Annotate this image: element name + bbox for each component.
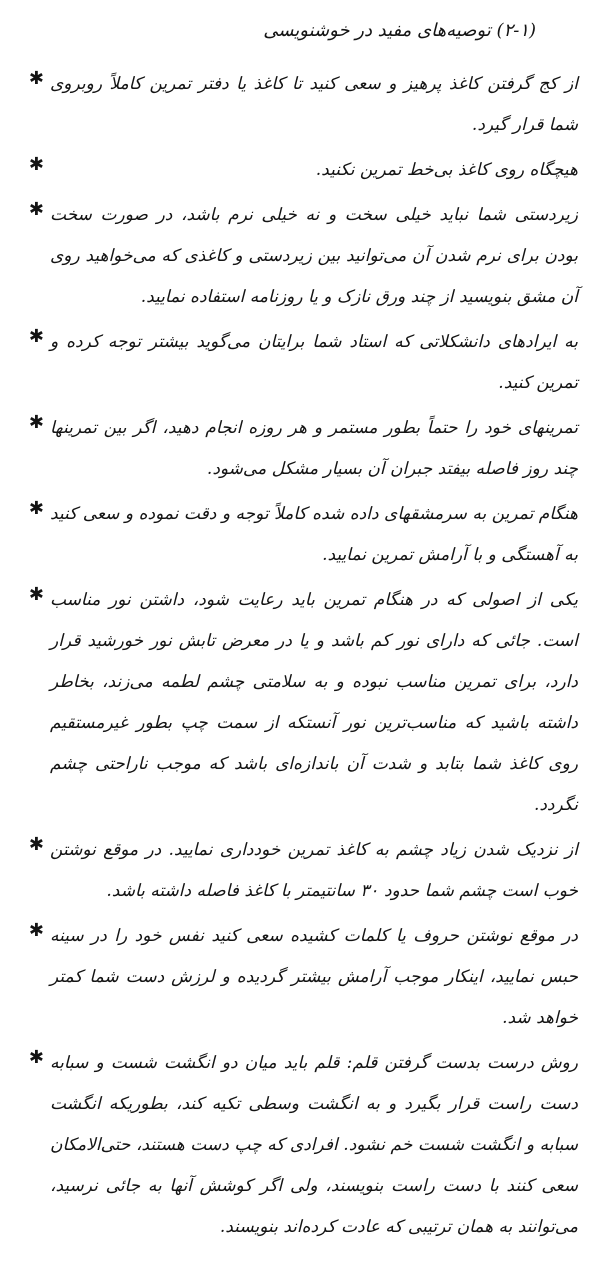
tip-item [12, 916, 584, 1039]
asterisk-bullet-icon: ✱ [28, 584, 44, 605]
tip-text: هیچگاه روی کاغذ بی‌خط تمرین نکنید. [315, 160, 578, 180]
tip-item [12, 195, 584, 318]
asterisk-bullet-icon: ✱ [28, 920, 44, 941]
section-heading [12, 16, 536, 46]
tip-item [12, 830, 584, 912]
tip-item [12, 322, 584, 404]
tip-item [12, 150, 584, 191]
tip-item [12, 64, 584, 146]
asterisk-bullet-icon: ✱ [28, 498, 44, 519]
asterisk-bullet-icon: ✱ [28, 68, 44, 89]
tip-text: در موقع نوشتن حروف یا کلمات کشیده سعی کنید نفس خود را در سینه حبس نمایید، اینکار موجب آرامش بیشتر گردیده و لرزش دست شما کمتر خواهد شد. [50, 926, 578, 1028]
tip-text: از نزدیک شدن زیاد چشم به کاغذ تمرین خودداری نمایید. در موقع نوشتن خوب است چشم شما حدود ۳۰ سانتیمتر با کاغذ فاصله داشته باشد. [50, 840, 578, 901]
tip-text: زیردستی شما نباید خیلی سخت و نه خیلی نرم باشد، در صورت سخت بودن برای نرم شدن آن می‌توانید بین زیردستی و کاغذی که می‌خواهید روی آن مشق بنویسید از چند ورق نازک و یا روزنامه استفاده نمایید. [50, 205, 578, 307]
tip-text: از کج گرفتن کاغذ پرهیز و سعی کنید تا کاغذ یا دفتر تمرین کاملاً روبروی شما قرار گیرد. [50, 74, 578, 135]
tip-text: یکی از اصولی که در هنگام تمرین باید رعایت شود، داشتن نور مناسب است. جائی که دارای نور کم باشد و یا در معرض تابش نور خورشید قرار دارد، برای تمرین مناسب نبوده و به سلامتی چشم لطمه می‌زند، بخاطر داشته باشید که مناسب‌ترین نور آنستکه از سمت چپ بطور غیرمستقیم روی کاغذ شما بتابد و شدت آن باندازه‌ای باشد که موجب ناراحتی چشم نگردد. [50, 590, 578, 815]
tip-text: هنگام تمرین به سرمشقهای داده شده کاملاً توجه و دقت نموده و سعی کنید به آهستگی و با آرامش تمرین نمایید. [50, 504, 578, 565]
tip-item [12, 494, 584, 576]
tip-text: به ایرادهای دانشکلاتی که استاد شما برایتان می‌گوید بیشتر توجه کرده و تمرین کنید. [50, 332, 578, 393]
asterisk-bullet-icon: ✱ [28, 834, 44, 855]
asterisk-bullet-icon: ✱ [28, 1047, 44, 1068]
tip-item [12, 408, 584, 490]
asterisk-bullet-icon: ✱ [28, 326, 44, 347]
asterisk-bullet-icon: ✱ [28, 412, 44, 433]
tip-item [12, 580, 584, 826]
section-title: توصیه‌های مفید در خوشنویسی [263, 20, 491, 41]
tip-text: تمرینهای خود را حتماً بطور مستمر و هر روزه انجام دهید، اگر بین تمرینها چند روز فاصله بیفتد جبران آن بسیار مشکل می‌شود. [50, 418, 579, 479]
tip-text: روش درست بدست گرفتن قلم: قلم باید میان دو انگشت شست و سبابه دست راست قرار بگیرد و به انگشت وسطی تکیه کند، بطوریکه انگشت سبابه و انگشت شست خم نشود. افرادی که چپ دست هستند، حتی‌الامکان سعی کنند با دست راست بنویسند، ولی اگر کوشش آنها به جائی نرسید، می‌توانند به همان ترتیبی که عادت کرده‌اند بنویسند. [50, 1053, 578, 1237]
asterisk-bullet-icon: ✱ [28, 154, 44, 175]
section-number: (۲-۱) [496, 20, 536, 41]
tips-list [12, 64, 584, 1248]
tip-item [12, 1043, 584, 1248]
asterisk-bullet-icon: ✱ [28, 199, 44, 220]
